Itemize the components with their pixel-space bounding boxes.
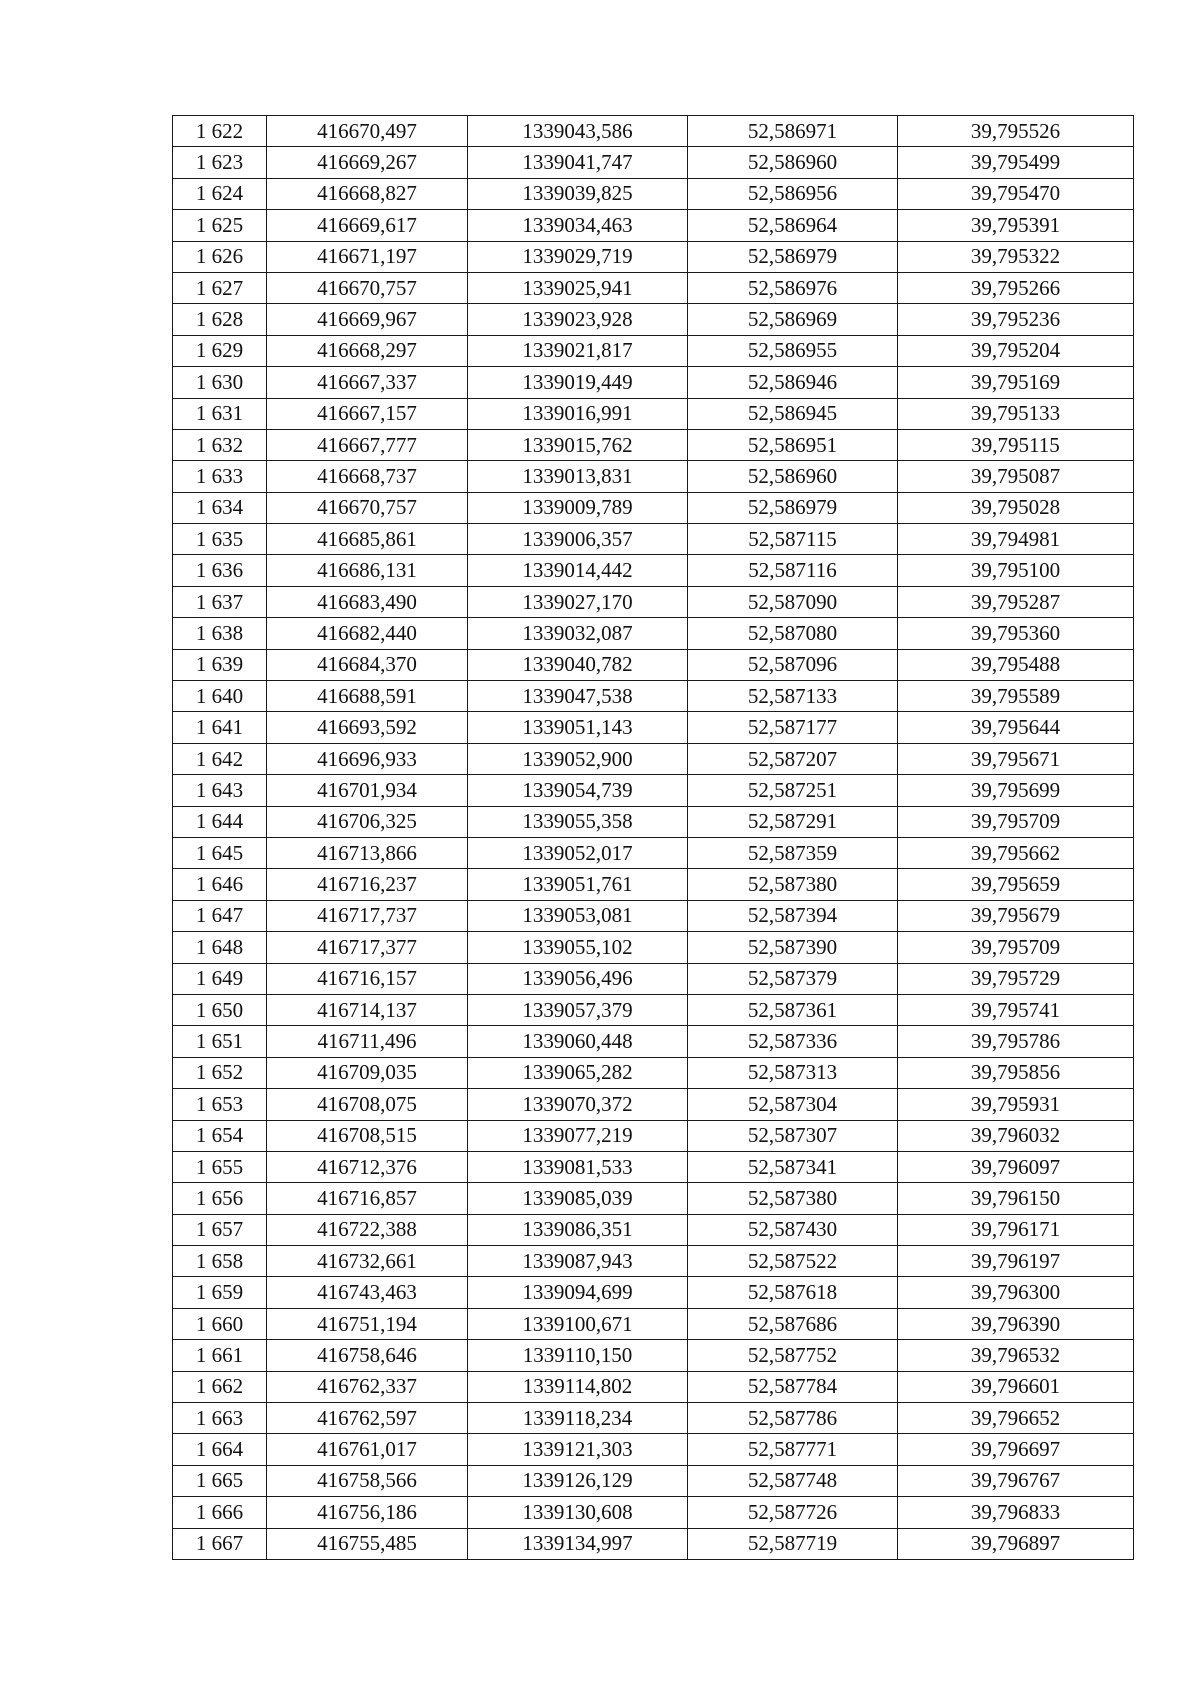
table-row — [173, 932, 1134, 963]
longitude-cell: 39,795526 — [898, 116, 1134, 147]
table-row — [173, 398, 1134, 429]
x-coordinate-cell: 416717,377 — [267, 932, 468, 963]
y-coordinate-cell: 1339054,739 — [468, 775, 688, 806]
longitude-cell: 39,795786 — [898, 1026, 1134, 1057]
y-coordinate-cell: 1339047,538 — [468, 681, 688, 712]
y-coordinate-cell: 1339087,943 — [468, 1246, 688, 1277]
x-coordinate-cell: 416716,857 — [267, 1183, 468, 1214]
latitude-cell: 52,586964 — [688, 210, 898, 241]
latitude-cell: 52,587207 — [688, 743, 898, 774]
x-coordinate-cell: 416712,376 — [267, 1151, 468, 1182]
table-row — [173, 429, 1134, 460]
table-row — [173, 1214, 1134, 1245]
point-number-cell: 1 639 — [173, 649, 267, 680]
x-coordinate-cell: 416716,237 — [267, 869, 468, 900]
x-coordinate-cell: 416755,485 — [267, 1528, 468, 1559]
x-coordinate-cell: 416667,337 — [267, 367, 468, 398]
point-number-cell: 1 665 — [173, 1465, 267, 1496]
point-number-cell: 1 667 — [173, 1528, 267, 1559]
longitude-cell: 39,796833 — [898, 1497, 1134, 1528]
longitude-cell: 39,796390 — [898, 1308, 1134, 1339]
table-row — [173, 1089, 1134, 1120]
x-coordinate-cell: 416714,137 — [267, 994, 468, 1025]
longitude-cell: 39,796532 — [898, 1340, 1134, 1371]
point-number-cell: 1 628 — [173, 304, 267, 335]
point-number-cell: 1 637 — [173, 586, 267, 617]
y-coordinate-cell: 1339070,372 — [468, 1089, 688, 1120]
y-coordinate-cell: 1339081,533 — [468, 1151, 688, 1182]
longitude-cell: 39,795679 — [898, 900, 1134, 931]
latitude-cell: 52,587177 — [688, 712, 898, 743]
table-row — [173, 712, 1134, 743]
longitude-cell: 39,796150 — [898, 1183, 1134, 1214]
x-coordinate-cell: 416685,861 — [267, 524, 468, 555]
table-row — [173, 304, 1134, 335]
table-row — [173, 116, 1134, 147]
longitude-cell: 39,795236 — [898, 304, 1134, 335]
x-coordinate-cell: 416671,197 — [267, 241, 468, 272]
x-coordinate-cell: 416717,737 — [267, 900, 468, 931]
point-number-cell: 1 650 — [173, 994, 267, 1025]
point-number-cell: 1 659 — [173, 1277, 267, 1308]
table-row — [173, 1151, 1134, 1182]
table-row — [173, 869, 1134, 900]
table-row — [173, 1120, 1134, 1151]
longitude-cell: 39,795100 — [898, 555, 1134, 586]
coordinates-table-body — [173, 116, 1134, 1560]
x-coordinate-cell: 416667,777 — [267, 429, 468, 460]
x-coordinate-cell: 416709,035 — [267, 1057, 468, 1088]
y-coordinate-cell: 1339057,379 — [468, 994, 688, 1025]
table-row — [173, 1371, 1134, 1402]
point-number-cell: 1 624 — [173, 178, 267, 209]
longitude-cell: 39,795133 — [898, 398, 1134, 429]
table-row — [173, 492, 1134, 523]
point-number-cell: 1 622 — [173, 116, 267, 147]
y-coordinate-cell: 1339006,357 — [468, 524, 688, 555]
longitude-cell: 39,796097 — [898, 1151, 1134, 1182]
x-coordinate-cell: 416732,661 — [267, 1246, 468, 1277]
x-coordinate-cell: 416670,757 — [267, 492, 468, 523]
longitude-cell: 39,795087 — [898, 461, 1134, 492]
coordinates-table — [172, 115, 1134, 1560]
y-coordinate-cell: 1339052,900 — [468, 743, 688, 774]
x-coordinate-cell: 416696,933 — [267, 743, 468, 774]
longitude-cell: 39,795360 — [898, 618, 1134, 649]
x-coordinate-cell: 416751,194 — [267, 1308, 468, 1339]
longitude-cell: 39,795470 — [898, 178, 1134, 209]
latitude-cell: 52,587430 — [688, 1214, 898, 1245]
longitude-cell: 39,795115 — [898, 429, 1134, 460]
latitude-cell: 52,586979 — [688, 492, 898, 523]
x-coordinate-cell: 416668,737 — [267, 461, 468, 492]
latitude-cell: 52,587719 — [688, 1528, 898, 1559]
x-coordinate-cell: 416682,440 — [267, 618, 468, 649]
point-number-cell: 1 658 — [173, 1246, 267, 1277]
point-number-cell: 1 630 — [173, 367, 267, 398]
longitude-cell: 39,795659 — [898, 869, 1134, 900]
latitude-cell: 52,587748 — [688, 1465, 898, 1496]
y-coordinate-cell: 1339014,442 — [468, 555, 688, 586]
y-coordinate-cell: 1339029,719 — [468, 241, 688, 272]
x-coordinate-cell: 416669,617 — [267, 210, 468, 241]
latitude-cell: 52,587090 — [688, 586, 898, 617]
latitude-cell: 52,587341 — [688, 1151, 898, 1182]
latitude-cell: 52,587379 — [688, 963, 898, 994]
latitude-cell: 52,586946 — [688, 367, 898, 398]
table-row — [173, 1308, 1134, 1339]
point-number-cell: 1 651 — [173, 1026, 267, 1057]
point-number-cell: 1 633 — [173, 461, 267, 492]
latitude-cell: 52,586955 — [688, 335, 898, 366]
longitude-cell: 39,795204 — [898, 335, 1134, 366]
y-coordinate-cell: 1339023,928 — [468, 304, 688, 335]
y-coordinate-cell: 1339034,463 — [468, 210, 688, 241]
x-coordinate-cell: 416668,827 — [267, 178, 468, 209]
longitude-cell: 39,796652 — [898, 1403, 1134, 1434]
x-coordinate-cell: 416667,157 — [267, 398, 468, 429]
table-row — [173, 461, 1134, 492]
table-row — [173, 272, 1134, 303]
y-coordinate-cell: 1339100,671 — [468, 1308, 688, 1339]
table-row — [173, 681, 1134, 712]
point-number-cell: 1 656 — [173, 1183, 267, 1214]
latitude-cell: 52,587686 — [688, 1308, 898, 1339]
x-coordinate-cell: 416708,515 — [267, 1120, 468, 1151]
y-coordinate-cell: 1339041,747 — [468, 147, 688, 178]
table-row — [173, 210, 1134, 241]
table-row — [173, 1340, 1134, 1371]
table-row — [173, 837, 1134, 868]
latitude-cell: 52,587336 — [688, 1026, 898, 1057]
x-coordinate-cell: 416758,566 — [267, 1465, 468, 1496]
x-coordinate-cell: 416756,186 — [267, 1497, 468, 1528]
x-coordinate-cell: 416683,490 — [267, 586, 468, 617]
point-number-cell: 1 640 — [173, 681, 267, 712]
table-row — [173, 241, 1134, 272]
table-row — [173, 147, 1134, 178]
point-number-cell: 1 629 — [173, 335, 267, 366]
x-coordinate-cell: 416669,967 — [267, 304, 468, 335]
y-coordinate-cell: 1339094,699 — [468, 1277, 688, 1308]
latitude-cell: 52,587726 — [688, 1497, 898, 1528]
longitude-cell: 39,795589 — [898, 681, 1134, 712]
x-coordinate-cell: 416761,017 — [267, 1434, 468, 1465]
latitude-cell: 52,587618 — [688, 1277, 898, 1308]
latitude-cell: 52,586971 — [688, 116, 898, 147]
y-coordinate-cell: 1339114,802 — [468, 1371, 688, 1402]
latitude-cell: 52,586956 — [688, 178, 898, 209]
table-row — [173, 994, 1134, 1025]
x-coordinate-cell: 416670,497 — [267, 116, 468, 147]
table-row — [173, 335, 1134, 366]
table-row — [173, 555, 1134, 586]
latitude-cell: 52,587752 — [688, 1340, 898, 1371]
latitude-cell: 52,587291 — [688, 806, 898, 837]
y-coordinate-cell: 1339085,039 — [468, 1183, 688, 1214]
latitude-cell: 52,587096 — [688, 649, 898, 680]
point-number-cell: 1 632 — [173, 429, 267, 460]
point-number-cell: 1 649 — [173, 963, 267, 994]
latitude-cell: 52,586960 — [688, 147, 898, 178]
y-coordinate-cell: 1339043,586 — [468, 116, 688, 147]
point-number-cell: 1 635 — [173, 524, 267, 555]
y-coordinate-cell: 1339052,017 — [468, 837, 688, 868]
table-row — [173, 1057, 1134, 1088]
y-coordinate-cell: 1339016,991 — [468, 398, 688, 429]
latitude-cell: 52,587115 — [688, 524, 898, 555]
longitude-cell: 39,795671 — [898, 743, 1134, 774]
table-row — [173, 1277, 1134, 1308]
x-coordinate-cell: 416711,496 — [267, 1026, 468, 1057]
longitude-cell: 39,795662 — [898, 837, 1134, 868]
latitude-cell: 52,586969 — [688, 304, 898, 335]
table-row — [173, 178, 1134, 209]
x-coordinate-cell: 416693,592 — [267, 712, 468, 743]
x-coordinate-cell: 416758,646 — [267, 1340, 468, 1371]
y-coordinate-cell: 1339025,941 — [468, 272, 688, 303]
y-coordinate-cell: 1339053,081 — [468, 900, 688, 931]
x-coordinate-cell: 416722,388 — [267, 1214, 468, 1245]
table-row — [173, 900, 1134, 931]
y-coordinate-cell: 1339134,997 — [468, 1528, 688, 1559]
point-number-cell: 1 642 — [173, 743, 267, 774]
point-number-cell: 1 664 — [173, 1434, 267, 1465]
y-coordinate-cell: 1339040,782 — [468, 649, 688, 680]
longitude-cell: 39,795709 — [898, 932, 1134, 963]
y-coordinate-cell: 1339065,282 — [468, 1057, 688, 1088]
table-row — [173, 963, 1134, 994]
latitude-cell: 52,587394 — [688, 900, 898, 931]
y-coordinate-cell: 1339086,351 — [468, 1214, 688, 1245]
longitude-cell: 39,795391 — [898, 210, 1134, 241]
x-coordinate-cell: 416762,337 — [267, 1371, 468, 1402]
x-coordinate-cell: 416743,463 — [267, 1277, 468, 1308]
longitude-cell: 39,795169 — [898, 367, 1134, 398]
longitude-cell: 39,795729 — [898, 963, 1134, 994]
y-coordinate-cell: 1339015,762 — [468, 429, 688, 460]
point-number-cell: 1 657 — [173, 1214, 267, 1245]
longitude-cell: 39,795709 — [898, 806, 1134, 837]
longitude-cell: 39,795931 — [898, 1089, 1134, 1120]
y-coordinate-cell: 1339051,143 — [468, 712, 688, 743]
y-coordinate-cell: 1339032,087 — [468, 618, 688, 649]
point-number-cell: 1 652 — [173, 1057, 267, 1088]
y-coordinate-cell: 1339027,170 — [468, 586, 688, 617]
y-coordinate-cell: 1339118,234 — [468, 1403, 688, 1434]
point-number-cell: 1 634 — [173, 492, 267, 523]
point-number-cell: 1 646 — [173, 869, 267, 900]
latitude-cell: 52,587080 — [688, 618, 898, 649]
y-coordinate-cell: 1339121,303 — [468, 1434, 688, 1465]
table-row — [173, 649, 1134, 680]
table-row — [173, 524, 1134, 555]
x-coordinate-cell: 416716,157 — [267, 963, 468, 994]
latitude-cell: 52,586951 — [688, 429, 898, 460]
longitude-cell: 39,794981 — [898, 524, 1134, 555]
table-row — [173, 1497, 1134, 1528]
y-coordinate-cell: 1339009,789 — [468, 492, 688, 523]
table-row — [173, 367, 1134, 398]
point-number-cell: 1 638 — [173, 618, 267, 649]
latitude-cell: 52,587359 — [688, 837, 898, 868]
y-coordinate-cell: 1339077,219 — [468, 1120, 688, 1151]
x-coordinate-cell: 416684,370 — [267, 649, 468, 680]
x-coordinate-cell: 416713,866 — [267, 837, 468, 868]
longitude-cell: 39,795266 — [898, 272, 1134, 303]
latitude-cell: 52,587304 — [688, 1089, 898, 1120]
point-number-cell: 1 654 — [173, 1120, 267, 1151]
y-coordinate-cell: 1339013,831 — [468, 461, 688, 492]
latitude-cell: 52,587771 — [688, 1434, 898, 1465]
latitude-cell: 52,587390 — [688, 932, 898, 963]
x-coordinate-cell: 416686,131 — [267, 555, 468, 586]
y-coordinate-cell: 1339019,449 — [468, 367, 688, 398]
y-coordinate-cell: 1339039,825 — [468, 178, 688, 209]
latitude-cell: 52,587251 — [688, 775, 898, 806]
point-number-cell: 1 662 — [173, 1371, 267, 1402]
latitude-cell: 52,587784 — [688, 1371, 898, 1402]
latitude-cell: 52,586976 — [688, 272, 898, 303]
x-coordinate-cell: 416670,757 — [267, 272, 468, 303]
y-coordinate-cell: 1339056,496 — [468, 963, 688, 994]
point-number-cell: 1 660 — [173, 1308, 267, 1339]
longitude-cell: 39,795499 — [898, 147, 1134, 178]
point-number-cell: 1 631 — [173, 398, 267, 429]
table-row — [173, 618, 1134, 649]
longitude-cell: 39,796197 — [898, 1246, 1134, 1277]
longitude-cell: 39,795644 — [898, 712, 1134, 743]
table-row — [173, 1183, 1134, 1214]
point-number-cell: 1 636 — [173, 555, 267, 586]
table-row — [173, 586, 1134, 617]
point-number-cell: 1 655 — [173, 1151, 267, 1182]
latitude-cell: 52,586960 — [688, 461, 898, 492]
latitude-cell: 52,587307 — [688, 1120, 898, 1151]
point-number-cell: 1 653 — [173, 1089, 267, 1120]
longitude-cell: 39,795741 — [898, 994, 1134, 1025]
longitude-cell: 39,796697 — [898, 1434, 1134, 1465]
table-row — [173, 806, 1134, 837]
point-number-cell: 1 666 — [173, 1497, 267, 1528]
longitude-cell: 39,796767 — [898, 1465, 1134, 1496]
longitude-cell: 39,795287 — [898, 586, 1134, 617]
point-number-cell: 1 625 — [173, 210, 267, 241]
y-coordinate-cell: 1339055,102 — [468, 932, 688, 963]
latitude-cell: 52,586979 — [688, 241, 898, 272]
table-row — [173, 1465, 1134, 1496]
longitude-cell: 39,796601 — [898, 1371, 1134, 1402]
point-number-cell: 1 648 — [173, 932, 267, 963]
y-coordinate-cell: 1339130,608 — [468, 1497, 688, 1528]
latitude-cell: 52,587116 — [688, 555, 898, 586]
y-coordinate-cell: 1339051,761 — [468, 869, 688, 900]
longitude-cell: 39,795322 — [898, 241, 1134, 272]
latitude-cell: 52,587133 — [688, 681, 898, 712]
latitude-cell: 52,586945 — [688, 398, 898, 429]
x-coordinate-cell: 416706,325 — [267, 806, 468, 837]
point-number-cell: 1 626 — [173, 241, 267, 272]
longitude-cell: 39,795856 — [898, 1057, 1134, 1088]
table-row — [173, 1528, 1134, 1559]
table-row — [173, 1026, 1134, 1057]
y-coordinate-cell: 1339110,150 — [468, 1340, 688, 1371]
table-row — [173, 1403, 1134, 1434]
y-coordinate-cell: 1339126,129 — [468, 1465, 688, 1496]
point-number-cell: 1 663 — [173, 1403, 267, 1434]
table-row — [173, 1434, 1134, 1465]
latitude-cell: 52,587380 — [688, 869, 898, 900]
table-row — [173, 775, 1134, 806]
longitude-cell: 39,796171 — [898, 1214, 1134, 1245]
latitude-cell: 52,587522 — [688, 1246, 898, 1277]
latitude-cell: 52,587786 — [688, 1403, 898, 1434]
point-number-cell: 1 644 — [173, 806, 267, 837]
point-number-cell: 1 661 — [173, 1340, 267, 1371]
longitude-cell: 39,796300 — [898, 1277, 1134, 1308]
latitude-cell: 52,587380 — [688, 1183, 898, 1214]
point-number-cell: 1 647 — [173, 900, 267, 931]
latitude-cell: 52,587361 — [688, 994, 898, 1025]
latitude-cell: 52,587313 — [688, 1057, 898, 1088]
point-number-cell: 1 641 — [173, 712, 267, 743]
point-number-cell: 1 627 — [173, 272, 267, 303]
x-coordinate-cell: 416669,267 — [267, 147, 468, 178]
y-coordinate-cell: 1339060,448 — [468, 1026, 688, 1057]
longitude-cell: 39,796032 — [898, 1120, 1134, 1151]
x-coordinate-cell: 416762,597 — [267, 1403, 468, 1434]
y-coordinate-cell: 1339055,358 — [468, 806, 688, 837]
longitude-cell: 39,795699 — [898, 775, 1134, 806]
table-row — [173, 1246, 1134, 1277]
point-number-cell: 1 645 — [173, 837, 267, 868]
x-coordinate-cell: 416708,075 — [267, 1089, 468, 1120]
y-coordinate-cell: 1339021,817 — [468, 335, 688, 366]
x-coordinate-cell: 416701,934 — [267, 775, 468, 806]
x-coordinate-cell: 416688,591 — [267, 681, 468, 712]
longitude-cell: 39,795028 — [898, 492, 1134, 523]
longitude-cell: 39,795488 — [898, 649, 1134, 680]
longitude-cell: 39,796897 — [898, 1528, 1134, 1559]
point-number-cell: 1 643 — [173, 775, 267, 806]
x-coordinate-cell: 416668,297 — [267, 335, 468, 366]
point-number-cell: 1 623 — [173, 147, 267, 178]
table-row — [173, 743, 1134, 774]
